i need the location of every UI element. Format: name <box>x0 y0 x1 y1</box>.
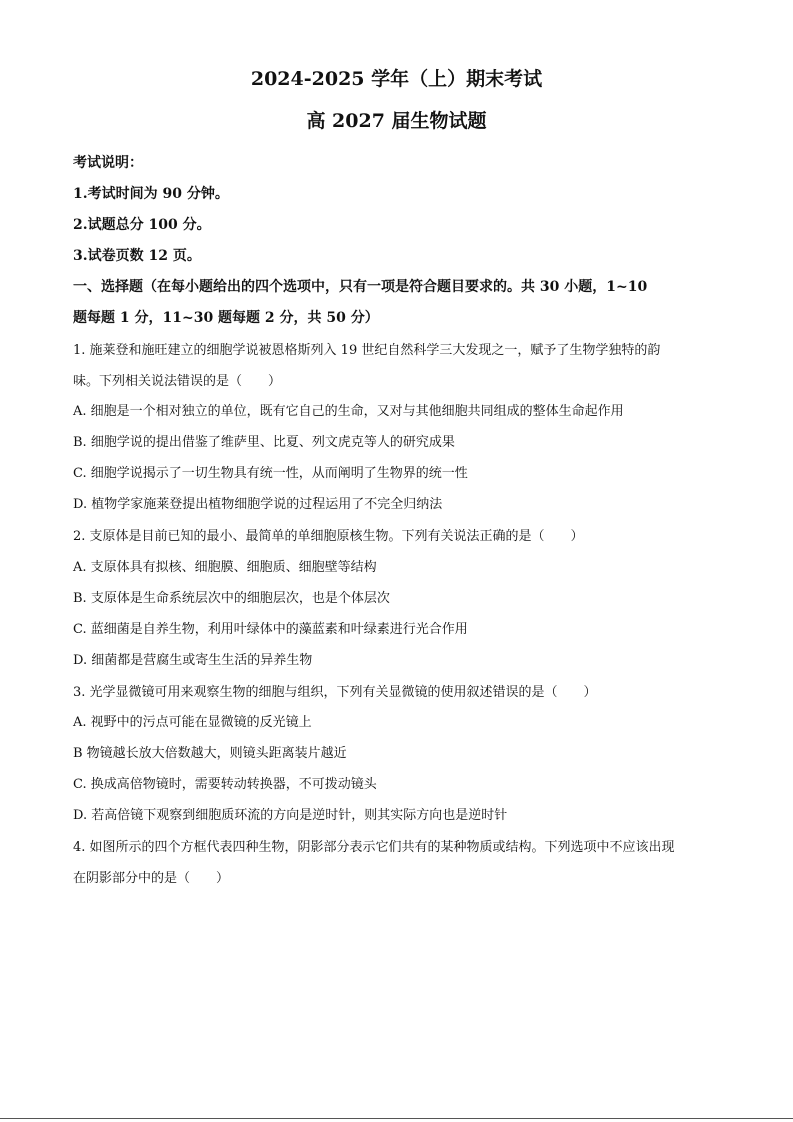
question-2-option-b: B. 支原体是生命系统层次中的细胞层次，也是个体层次 <box>73 591 390 606</box>
question-3-stem: 3. 光学显微镜可用来观察生物的细胞与组织，下列有关显微镜的使用叙述错误的是（ ） <box>73 685 597 700</box>
section-heading: 一、选择题（在每小题给出的四个选项中，只有一项是符合题目要求的。共 30 小题，1~10 <box>73 279 648 295</box>
question-1-stem-cont: 味。下列相关说法错误的是（ ） <box>73 374 282 389</box>
section-heading-cont: 题每题 1 分，11~30 题每题 2 分，共 50 分） <box>73 310 379 326</box>
question-4-stem-cont: 在阴影部分中的是（ ） <box>73 871 230 886</box>
instruction-item: 1.考试时间为 90 分钟。 <box>73 186 229 202</box>
question-2-option-d: D. 细菌都是营腐生或寄生生活的异养生物 <box>73 653 313 668</box>
question-1-option-c: C. 细胞学说揭示了一切生物具有统一性，从而阐明了生物界的统一性 <box>73 466 468 481</box>
question-2-option-a: A. 支原体具有拟核、细胞膜、细胞质、细胞壁等结构 <box>73 560 377 575</box>
exam-subtitle: 高 2027 届生物试题 <box>306 110 487 132</box>
question-1-option-b: B. 细胞学说的提出借鉴了维萨里、比夏、列文虎克等人的研究成果 <box>73 435 455 450</box>
question-4-stem: 4. 如图所示的四个方框代表四种生物，阴影部分表示它们共有的某种物质或结构。下列选项中不应该出现 <box>73 840 675 855</box>
question-2-option-c: C. 蓝细菌是自养生物，利用叶绿体中的藻蓝素和叶绿素进行光合作用 <box>73 622 468 637</box>
exam-title: 2024-2025 学年（上）期末考试 <box>250 68 543 90</box>
question-2-stem: 2. 支原体是目前已知的最小、最简单的单细胞原核生物。下列有关说法正确的是（ ） <box>73 529 584 544</box>
page-bottom-rule <box>0 1118 793 1119</box>
question-1-option-d: D. 植物学家施莱登提出植物细胞学说的过程运用了不完全归纳法 <box>73 497 443 512</box>
question-3-option-a: A. 视野中的污点可能在显微镜的反光镜上 <box>73 715 312 730</box>
instruction-item: 2.试题总分 100 分。 <box>73 217 211 233</box>
question-3-option-b: B 物镜越长放大倍数越大，则镜头距离装片越近 <box>73 746 347 761</box>
question-3-option-d: D. 若高倍镜下观察到细胞质环流的方向是逆时针，则其实际方向也是逆时针 <box>73 808 508 823</box>
instructions-heading: 考试说明： <box>73 155 143 171</box>
question-1-option-a: A. 细胞是一个相对独立的单位，既有它自己的生命，又对与其他细胞共同组成的整体生命起作用 <box>73 404 624 419</box>
question-3-option-c: C. 换成高倍物镜时，需要转动转换器，不可拨动镜头 <box>73 777 377 792</box>
question-1-stem: 1. 施莱登和施旺建立的细胞学说被恩格斯列入 19 世纪自然科学三大发现之一，赋予了生物学独特的韵 <box>73 343 661 358</box>
instruction-item: 3.试卷页数 12 页。 <box>73 248 201 264</box>
